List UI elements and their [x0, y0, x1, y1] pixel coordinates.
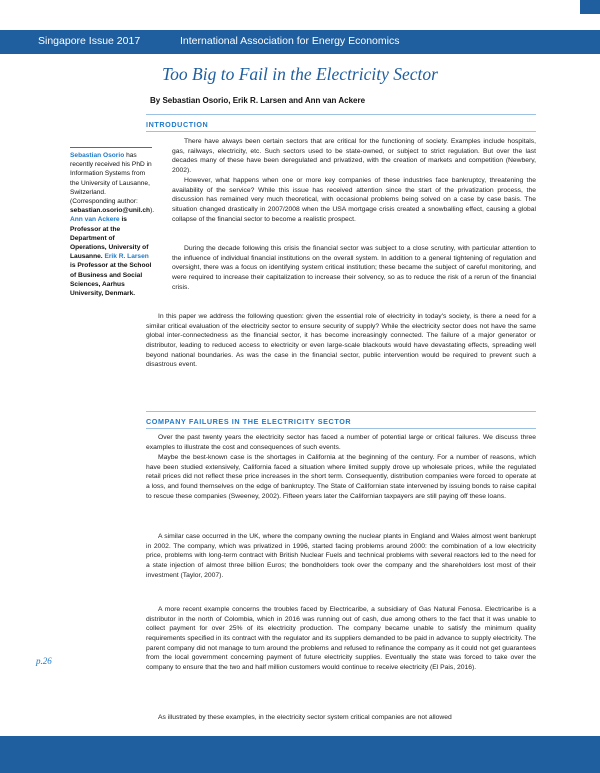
paragraph-3: During the decade following this crisis the financial sector was subject to a close scrutiny, with particular attention to the influence of individual financial institutions on the overall system. In addition to a general tightening of regulation and oversight, there was a focus on identifying system critical institution; these became the subject of careful monitoring, and were required to increase their capitalization to increase their solvency, so as to reduce the risk of a rerun of the financial crisis. — [172, 245, 536, 291]
paragraph-4: In this paper we address the following question: given the essential role of electricity in today's society, is there a need for a similar critical evaluation of the electricity sector to ensure security of supply? While the electricity sector does not have the same global inter-connectedness as the financial sector, it has become increasingly connected. The failure of a major generator or distributor, leading to reduced access to electricity or even large-scale blackouts would have devastating effects, spreading well beyond national boundaries. As was the case in the financial sector, public intervention would be required to prevent such a disastrous event. — [146, 313, 536, 369]
page-number: p.26 — [36, 656, 52, 666]
failures-heading: COMPANY FAILURES IN THE ELECTRICITY SECTOR — [146, 417, 352, 426]
author-bio-larsen: is Professor at the School of Business and Social Sciences, Aarhus University, Denmark. — [70, 262, 152, 298]
section-rule-bottom — [146, 428, 536, 429]
section-rule-top — [146, 411, 536, 412]
header-banner — [0, 30, 600, 54]
author-email[interactable]: sebastian.osorio@unil.ch — [70, 207, 151, 215]
association-label: International Association for Energy Economics — [180, 35, 400, 47]
article-byline: By Sebastian Osorio, Erik R. Larsen and Ann van Ackere — [150, 96, 366, 105]
article-title: Too Big to Fail in the Electricity Sector — [162, 64, 438, 84]
paragraph-2: However, what happens when one or more key companies of these industries face bankruptcy, threatening the availability of the service? While this issue has received attention since the start of the privatization process, the discussion has remained very much theoretical, with occasional problems being solved on a case by case basis. The situation changed drastically in 2007/2008 when the USA mortgage crisis created a snowballing effect, causing a global collapse of the financial sector to become a realistic prospect. — [172, 177, 536, 223]
footer-band — [0, 736, 600, 773]
author-name-osorio: Sebastian Osorio — [70, 152, 125, 159]
author-name-van-ackere: Ann van Ackere — [70, 216, 120, 224]
paragraph-1: There have always been certain sectors that are critical for the functioning of society. Examples include hospitals, gas, railways, electricity, etc. Such sectors used to be state-owned, or subject to strict regulation. But over the last decades many of these have been deregulated and privatized, with the creation of markets and competition (Newbery, 2002). — [172, 138, 536, 174]
paragraph-6: Maybe the best-known case is the shortages in California at the beginning of the century. For a number of reasons, which have been studied extensively, California faced a situation where limited supply drove up wholesale prices, while the regulated retail prices did not reflect these price increases in the short term. Consequently, distribution companies were forced to operate at a loss, and found themselves on the edge of bankruptcy. The State of Californian state intervened by issuing bonds to raise capital to rescue these companies (Sweeney, 2002). Fifteen years later the Californian taxpayers are still paying off these loans. — [146, 454, 536, 500]
author-bio-van-ackere: is Professor at the Department of Operations, University of Lausanne. — [70, 216, 149, 261]
paragraph-8: A more recent example concerns the troubles faced by Electricaribe, a subsidiary of Gas Natural Fenosa. Electricaribe is a distributor in the north of Colombia, which in 2016 was running out of cash, due among others to the fact that it was unable to collect payment for over 25% of its electricity production. The company became unable to satisfy the minimum quality requirements specified in its contract with the regulator and its suppliers demanded to be paid in advance to supply electricity. The parent company did not manage to turn around the problems and refused to refinance the company as it could not get guarantees from the local government concerning payment of future electricity supplies. Eventually the state was forced to take over the company to ensure that the two and half million customers would continue to receive electricity (El Pais, 2016). — [146, 606, 536, 671]
author-name-larsen: Erik R. Larsen — [104, 253, 149, 261]
author-bio-osorio: has recently received his PhD in Information Systems from the University of Lausanne, Switzerland. (Corresponding author: — [70, 152, 152, 206]
title-rule — [146, 114, 536, 115]
intro-rule — [146, 131, 536, 132]
paragraph-7: A similar case occurred in the UK, where the company owning the nuclear plants in England and Wales almost went bankrupt in 2002. The company, which was privatized in 1996, started facing problems around 2000: the combination of a low electricity price, problems with long-term contract with British Nuclear Fuels and technical problems with several reactors led to the need for a state injection of almost three billion Euros; the bondholders took over the company and the shareholders lost most of their investment (Taylor, 2007). — [146, 533, 536, 579]
corner-tab — [580, 0, 600, 14]
paragraph-9: As illustrated by these examples, in the electricity sector system critical companies are not allowed — [158, 714, 452, 721]
intro-heading: INTRODUCTION — [146, 120, 209, 129]
author-bio-osorio-end: ). — [150, 207, 155, 215]
issue-label: Singapore Issue 2017 — [38, 35, 141, 47]
paragraph-5: Over the past twenty years the electricity sector has faced a number of potential large or critical failures. We discuss three examples to illustrate the cost and consequences of such events. — [146, 434, 536, 451]
author-bio-sidebar — [70, 151, 155, 298]
sidebar-rule — [70, 147, 152, 148]
